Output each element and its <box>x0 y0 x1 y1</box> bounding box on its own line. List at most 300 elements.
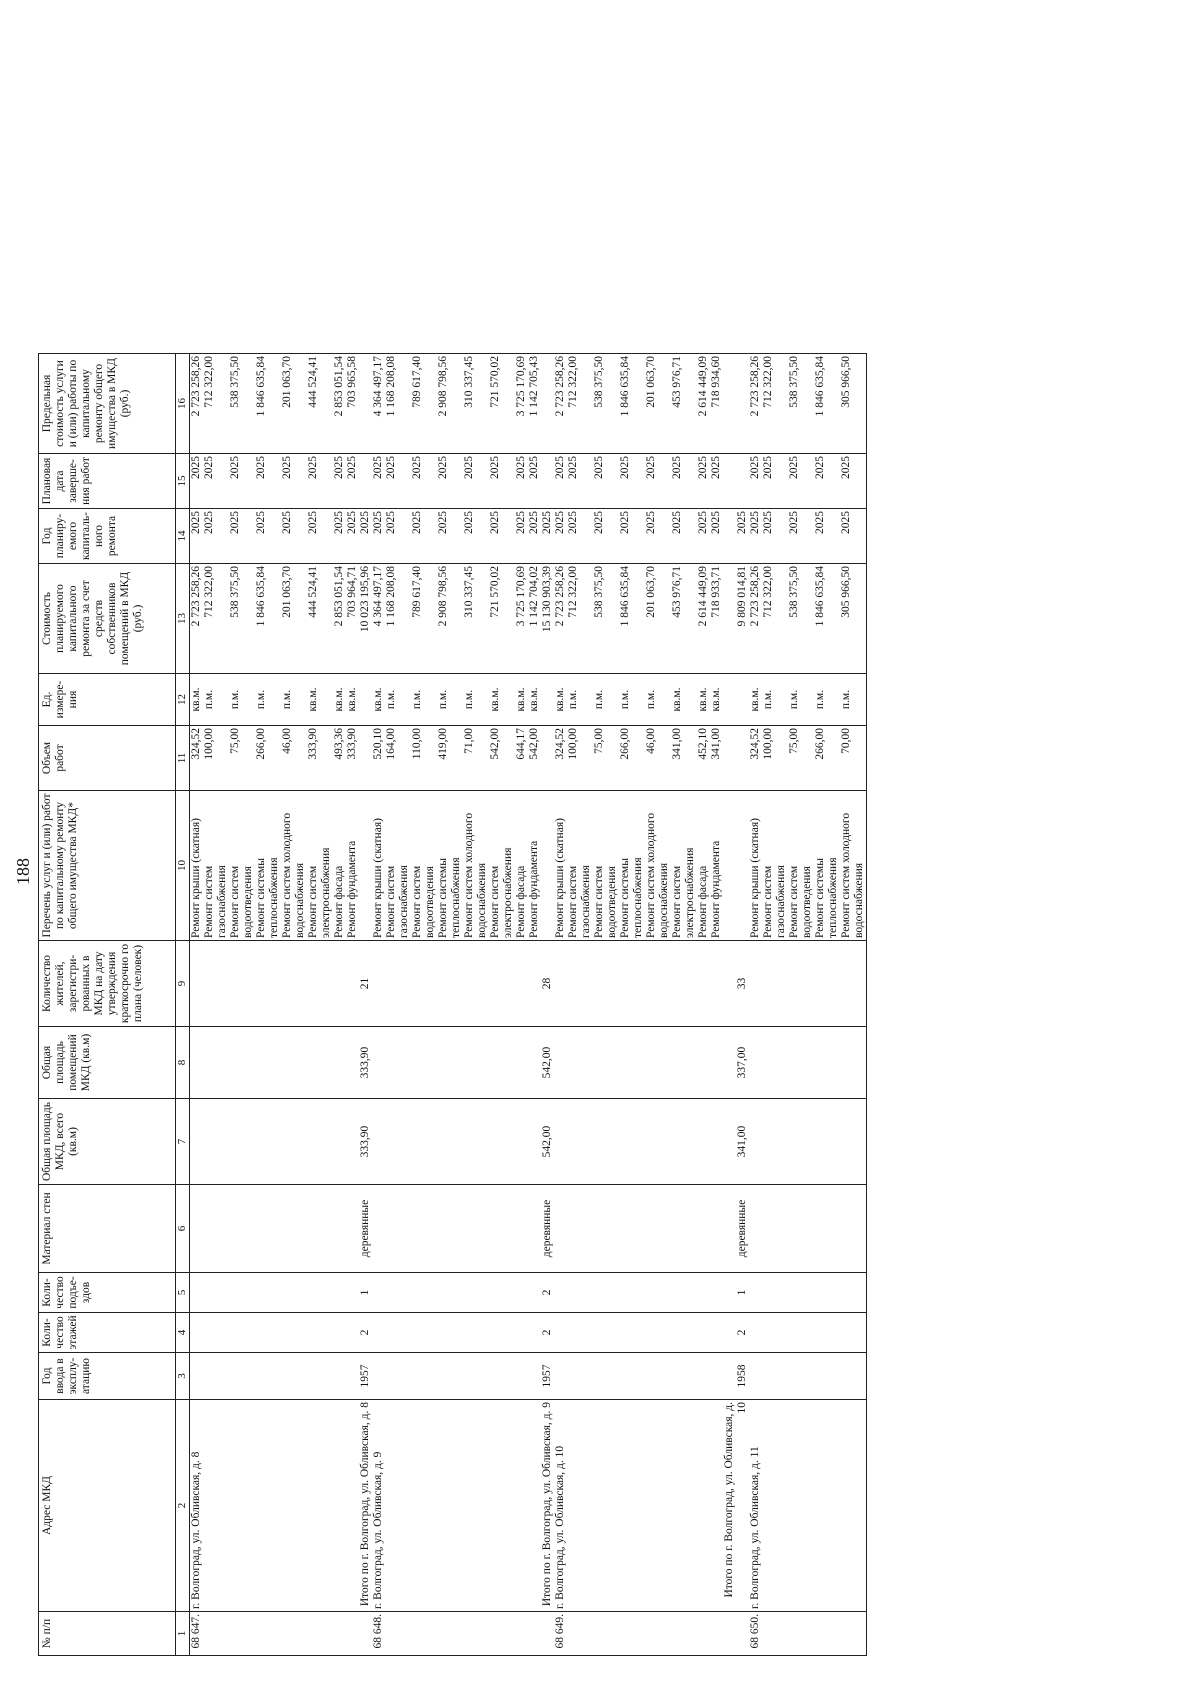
column-number: 11 <box>176 726 190 791</box>
empty-cell <box>710 1353 723 1400</box>
empty-cell <box>489 1185 515 1273</box>
work-cost: 721 570,02 <box>489 564 515 674</box>
empty-cell <box>671 1027 697 1099</box>
empty-cell <box>554 1353 567 1400</box>
empty-cell <box>359 791 372 941</box>
work-year: 2025 <box>814 509 840 564</box>
work-year: 2025 <box>333 509 346 564</box>
work-volume: 266,00 <box>255 726 281 791</box>
work-limit: 703 965,58 <box>346 354 359 454</box>
empty-cell <box>762 1353 788 1400</box>
empty-cell <box>359 674 372 726</box>
empty-cell <box>567 1400 593 1612</box>
empty-cell <box>333 1273 346 1313</box>
work-unit: кв.м. <box>710 674 723 726</box>
empty-cell <box>190 1353 204 1400</box>
work-name: Ремонт системы теплоснабжения <box>619 791 645 941</box>
address: г. Волгоград, ул. Обливская, д. 9 <box>372 1400 385 1612</box>
empty-cell <box>541 1612 554 1656</box>
work-name: Ремонт фундамента <box>528 791 541 941</box>
empty-cell <box>463 1313 489 1353</box>
empty-cell <box>229 941 255 1027</box>
column-number: 14 <box>176 509 190 564</box>
empty-cell <box>489 1400 515 1612</box>
work-name: Ремонт систем водоотведения <box>593 791 619 941</box>
total-cost: 9 809 014,81 <box>723 564 749 674</box>
work-year: 2025 <box>437 509 463 564</box>
empty-cell <box>333 1185 346 1273</box>
work-limit: 1 168 208,08 <box>385 354 411 454</box>
empty-cell <box>710 1027 723 1099</box>
empty-cell <box>437 1185 463 1273</box>
work-row <box>567 354 593 1656</box>
empty-cell <box>554 1185 567 1273</box>
work-volume: 75,00 <box>593 726 619 791</box>
empty-cell <box>255 1353 281 1400</box>
column-number: 2 <box>176 1400 190 1612</box>
work-volume: 520,10 <box>372 726 385 791</box>
work-unit: п.м. <box>385 674 411 726</box>
work-row <box>281 354 307 1656</box>
total-row <box>541 354 554 1656</box>
empty-cell <box>307 1273 333 1313</box>
work-row <box>203 354 229 1656</box>
empty-cell <box>255 1273 281 1313</box>
empty-cell <box>385 1353 411 1400</box>
total-material: деревянные <box>359 1185 372 1273</box>
empty-cell <box>697 1612 710 1656</box>
empty-cell <box>385 1185 411 1273</box>
work-name: Ремонт систем газоснабжения <box>385 791 411 941</box>
empty-cell <box>788 1027 814 1099</box>
work-row <box>411 354 437 1656</box>
empty-cell <box>463 1273 489 1313</box>
work-unit: п.м. <box>619 674 645 726</box>
total-floors: 2 <box>723 1313 749 1353</box>
row-number: 68 649. <box>554 1612 567 1656</box>
work-cost: 2 723 258,26 <box>190 564 204 674</box>
work-year: 2025 <box>567 509 593 564</box>
empty-cell <box>697 1313 710 1353</box>
work-volume: 110,00 <box>411 726 437 791</box>
empty-cell <box>463 1027 489 1099</box>
empty-cell <box>567 941 593 1027</box>
empty-cell <box>619 1353 645 1400</box>
empty-cell <box>229 1313 255 1353</box>
work-name: Ремонт систем электроснабжения <box>671 791 697 941</box>
work-cost: 2 723 258,26 <box>749 564 762 674</box>
empty-cell <box>346 1273 359 1313</box>
empty-cell <box>645 1273 671 1313</box>
empty-cell <box>372 1185 385 1273</box>
empty-cell <box>710 1099 723 1185</box>
work-limit: 453 976,71 <box>671 354 697 454</box>
empty-cell <box>593 1099 619 1185</box>
empty-cell <box>528 1027 541 1099</box>
work-end: 2025 <box>762 454 788 509</box>
work-volume: 71,00 <box>463 726 489 791</box>
empty-cell <box>671 1353 697 1400</box>
total-residents: 21 <box>359 941 372 1027</box>
empty-cell <box>554 1273 567 1313</box>
empty-cell <box>203 1353 229 1400</box>
work-end: 2025 <box>281 454 307 509</box>
work-unit: кв.м. <box>372 674 385 726</box>
column-number-row <box>176 354 190 1656</box>
work-year: 2025 <box>255 509 281 564</box>
total-label: Итого по г. Волгоград, ул. Обливская, д. 10 <box>723 1400 749 1612</box>
total-area: 341,00 <box>723 1099 749 1185</box>
empty-cell <box>567 1185 593 1273</box>
empty-cell <box>411 1612 437 1656</box>
empty-cell <box>463 1400 489 1612</box>
empty-cell <box>645 1313 671 1353</box>
empty-cell <box>840 1353 867 1400</box>
work-cost: 1 168 208,08 <box>385 564 411 674</box>
empty-cell <box>697 1099 710 1185</box>
empty-cell <box>437 1027 463 1099</box>
empty-cell <box>723 354 749 454</box>
empty-cell <box>645 1400 671 1612</box>
work-end: 2025 <box>749 454 762 509</box>
empty-cell <box>814 1313 840 1353</box>
work-volume: 70,00 <box>840 726 867 791</box>
work-volume: 333,90 <box>346 726 359 791</box>
empty-cell <box>749 1353 762 1400</box>
empty-cell <box>840 1027 867 1099</box>
work-year: 2025 <box>619 509 645 564</box>
work-limit: 538 375,50 <box>788 354 814 454</box>
empty-cell <box>762 1099 788 1185</box>
total-label: Итого по г. Волгоград, ул. Обливская, д. 9 <box>541 1400 554 1612</box>
work-limit: 2 908 798,56 <box>437 354 463 454</box>
work-name: Ремонт систем газоснабжения <box>762 791 788 941</box>
header-col-9: Количество жителей, зарегистри-рованных в МКД на дату утверждения краткосрочно го плана (человек) <box>39 941 176 1027</box>
work-unit: п.м. <box>229 674 255 726</box>
total-year: 1958 <box>723 1353 749 1400</box>
empty-cell <box>385 1612 411 1656</box>
row-number: 68 647. <box>190 1612 204 1656</box>
empty-cell <box>762 1027 788 1099</box>
empty-cell <box>385 1273 411 1313</box>
empty-cell <box>515 941 528 1027</box>
empty-cell <box>307 1185 333 1273</box>
empty-cell <box>515 1612 528 1656</box>
empty-cell <box>203 1612 229 1656</box>
header-col-4: Коли-чество этажей <box>39 1313 176 1353</box>
work-year: 2025 <box>411 509 437 564</box>
empty-cell <box>567 1099 593 1185</box>
empty-cell <box>749 1185 762 1273</box>
empty-cell <box>372 1273 385 1313</box>
work-cost: 538 375,50 <box>788 564 814 674</box>
work-limit: 712 322,00 <box>762 354 788 454</box>
empty-cell <box>749 941 762 1027</box>
empty-cell <box>333 1099 346 1185</box>
work-limit: 712 322,00 <box>567 354 593 454</box>
work-unit: п.м. <box>645 674 671 726</box>
work-name: Ремонт систем газоснабжения <box>203 791 229 941</box>
empty-cell <box>515 1400 528 1612</box>
work-end: 2025 <box>671 454 697 509</box>
empty-cell <box>541 674 554 726</box>
empty-cell <box>411 1353 437 1400</box>
work-year: 2025 <box>515 509 528 564</box>
empty-cell <box>190 1313 204 1353</box>
work-row <box>190 354 204 1656</box>
work-volume: 100,00 <box>203 726 229 791</box>
empty-cell <box>593 1400 619 1612</box>
empty-cell <box>593 1273 619 1313</box>
empty-cell <box>515 1353 528 1400</box>
work-limit: 789 617,40 <box>411 354 437 454</box>
total-entrances: 1 <box>723 1273 749 1313</box>
empty-cell <box>515 1185 528 1273</box>
empty-cell <box>190 941 204 1027</box>
work-cost: 201 063,70 <box>645 564 671 674</box>
empty-cell <box>333 1400 346 1612</box>
work-end: 2025 <box>229 454 255 509</box>
empty-cell <box>411 941 437 1027</box>
empty-cell <box>437 1612 463 1656</box>
empty-cell <box>281 1313 307 1353</box>
header-col-10: Перечень услуг и (или) работ по капитальному ремонту общего имущества МКД* <box>39 791 176 941</box>
empty-cell <box>645 1185 671 1273</box>
empty-cell <box>528 1353 541 1400</box>
empty-cell <box>710 1612 723 1656</box>
work-year: 2025 <box>554 509 567 564</box>
column-number: 16 <box>176 354 190 454</box>
work-name: Ремонт фасада <box>697 791 710 941</box>
work-unit: п.м. <box>593 674 619 726</box>
work-limit: 538 375,50 <box>593 354 619 454</box>
empty-cell <box>671 1099 697 1185</box>
work-volume: 493,36 <box>333 726 346 791</box>
work-end: 2025 <box>463 454 489 509</box>
empty-cell <box>359 726 372 791</box>
column-number: 13 <box>176 564 190 674</box>
empty-cell <box>307 1612 333 1656</box>
total-residents: 28 <box>541 941 554 1027</box>
work-cost: 2 853 051,54 <box>333 564 346 674</box>
repair-plan-table <box>38 353 867 1656</box>
empty-cell <box>710 1313 723 1353</box>
empty-cell <box>528 1185 541 1273</box>
total-row <box>723 354 749 1656</box>
work-name: Ремонт фасада <box>333 791 346 941</box>
empty-cell <box>203 1400 229 1612</box>
empty-cell <box>229 1353 255 1400</box>
empty-cell <box>359 354 372 454</box>
work-name: Ремонт систем холодного водоснабжения <box>281 791 307 941</box>
empty-cell <box>359 454 372 509</box>
work-cost: 538 375,50 <box>229 564 255 674</box>
work-volume: 452,10 <box>697 726 710 791</box>
empty-cell <box>515 1273 528 1313</box>
empty-cell <box>281 1185 307 1273</box>
work-year: 2025 <box>463 509 489 564</box>
work-name: Ремонт систем газоснабжения <box>567 791 593 941</box>
work-row <box>515 354 528 1656</box>
work-cost: 712 322,00 <box>203 564 229 674</box>
work-cost: 538 375,50 <box>593 564 619 674</box>
work-year: 2025 <box>229 509 255 564</box>
work-year: 2025 <box>190 509 204 564</box>
work-row <box>528 354 541 1656</box>
work-end: 2025 <box>190 454 204 509</box>
header-col-16: Предельная стоимость услуги и (или) работы по капитальному ремонту общего имущества в МКД (руб.) <box>39 354 176 454</box>
work-row <box>619 354 645 1656</box>
empty-cell <box>541 791 554 941</box>
work-end: 2025 <box>437 454 463 509</box>
work-name: Ремонт системы теплоснабжения <box>437 791 463 941</box>
empty-cell <box>281 1612 307 1656</box>
work-volume: 100,00 <box>762 726 788 791</box>
work-row <box>593 354 619 1656</box>
empty-cell <box>593 1612 619 1656</box>
empty-cell <box>190 1027 204 1099</box>
work-unit: п.м. <box>255 674 281 726</box>
work-limit: 2 853 051,54 <box>333 354 346 454</box>
empty-cell <box>619 1027 645 1099</box>
empty-cell <box>541 726 554 791</box>
empty-cell <box>281 1027 307 1099</box>
work-unit: п.м. <box>762 674 788 726</box>
work-end: 2025 <box>840 454 867 509</box>
work-name: Ремонт систем электроснабжения <box>489 791 515 941</box>
total-year-plan: 2025 <box>723 509 749 564</box>
work-end: 2025 <box>385 454 411 509</box>
empty-cell <box>372 1313 385 1353</box>
work-cost: 2 614 449,09 <box>697 564 710 674</box>
empty-cell <box>359 1612 372 1656</box>
total-entrances: 1 <box>359 1273 372 1313</box>
work-unit: п.м. <box>567 674 593 726</box>
work-limit: 201 063,70 <box>281 354 307 454</box>
work-volume: 324,52 <box>554 726 567 791</box>
header-col-6: Материал стен <box>39 1185 176 1273</box>
empty-cell <box>840 1313 867 1353</box>
work-year: 2025 <box>671 509 697 564</box>
total-year: 1957 <box>541 1353 554 1400</box>
table-body <box>190 354 867 1656</box>
column-number: 12 <box>176 674 190 726</box>
work-row <box>307 354 333 1656</box>
empty-cell <box>788 1273 814 1313</box>
empty-cell <box>489 1027 515 1099</box>
empty-cell <box>229 1027 255 1099</box>
work-volume: 46,00 <box>281 726 307 791</box>
empty-cell <box>671 1313 697 1353</box>
work-cost: 703 964,71 <box>346 564 359 674</box>
empty-cell <box>255 1400 281 1612</box>
total-material: деревянные <box>723 1185 749 1273</box>
work-year: 2025 <box>593 509 619 564</box>
empty-cell <box>593 1353 619 1400</box>
empty-cell <box>723 1612 749 1656</box>
empty-cell <box>749 1273 762 1313</box>
work-volume: 419,00 <box>437 726 463 791</box>
empty-cell <box>385 1099 411 1185</box>
empty-cell <box>437 1400 463 1612</box>
empty-cell <box>281 941 307 1027</box>
total-area: 333,90 <box>359 1099 372 1185</box>
work-limit: 1 142 705,43 <box>528 354 541 454</box>
work-cost: 3 725 170,69 <box>515 564 528 674</box>
work-limit: 2 723 258,26 <box>190 354 204 454</box>
empty-cell <box>814 1273 840 1313</box>
empty-cell <box>489 1353 515 1400</box>
empty-cell <box>307 941 333 1027</box>
work-limit: 1 846 635,84 <box>255 354 281 454</box>
work-limit: 444 524,41 <box>307 354 333 454</box>
work-end: 2025 <box>554 454 567 509</box>
work-name: Ремонт крыши (скатная) <box>190 791 204 941</box>
work-unit: п.м. <box>788 674 814 726</box>
empty-cell <box>411 1185 437 1273</box>
empty-cell <box>840 1099 867 1185</box>
empty-cell <box>346 1099 359 1185</box>
empty-cell <box>671 1400 697 1612</box>
empty-cell <box>307 1353 333 1400</box>
work-unit: кв.м. <box>346 674 359 726</box>
column-number: 6 <box>176 1185 190 1273</box>
column-number: 10 <box>176 791 190 941</box>
total-area: 542,00 <box>541 1099 554 1185</box>
work-limit: 2 723 258,26 <box>749 354 762 454</box>
empty-cell <box>762 1400 788 1612</box>
work-row <box>554 354 567 1656</box>
header-col-3: Год ввода в эксплу-атацию <box>39 1353 176 1400</box>
empty-cell <box>346 1353 359 1400</box>
total-entrances: 2 <box>541 1273 554 1313</box>
total-floors: 2 <box>359 1313 372 1353</box>
empty-cell <box>619 1400 645 1612</box>
empty-cell <box>203 1099 229 1185</box>
empty-cell <box>710 941 723 1027</box>
column-number: 4 <box>176 1313 190 1353</box>
work-year: 2025 <box>372 509 385 564</box>
total-area-rooms: 542,00 <box>541 1027 554 1099</box>
total-area-rooms: 337,00 <box>723 1027 749 1099</box>
work-year: 2025 <box>749 509 762 564</box>
work-year: 2025 <box>489 509 515 564</box>
work-name: Ремонт фундамента <box>346 791 359 941</box>
empty-cell <box>593 1027 619 1099</box>
work-limit: 201 063,70 <box>645 354 671 454</box>
work-cost: 712 322,00 <box>567 564 593 674</box>
work-year: 2025 <box>203 509 229 564</box>
empty-cell <box>762 1273 788 1313</box>
empty-cell <box>723 454 749 509</box>
work-year: 2025 <box>762 509 788 564</box>
empty-cell <box>814 1612 840 1656</box>
empty-cell <box>788 1612 814 1656</box>
work-end: 2025 <box>515 454 528 509</box>
empty-cell <box>515 1027 528 1099</box>
empty-cell <box>411 1400 437 1612</box>
empty-cell <box>697 941 710 1027</box>
work-volume: 75,00 <box>788 726 814 791</box>
work-volume: 341,00 <box>671 726 697 791</box>
empty-cell <box>489 1612 515 1656</box>
empty-cell <box>788 1353 814 1400</box>
work-row <box>229 354 255 1656</box>
empty-cell <box>203 1273 229 1313</box>
empty-cell <box>372 1099 385 1185</box>
empty-cell <box>333 1313 346 1353</box>
work-volume: 164,00 <box>385 726 411 791</box>
